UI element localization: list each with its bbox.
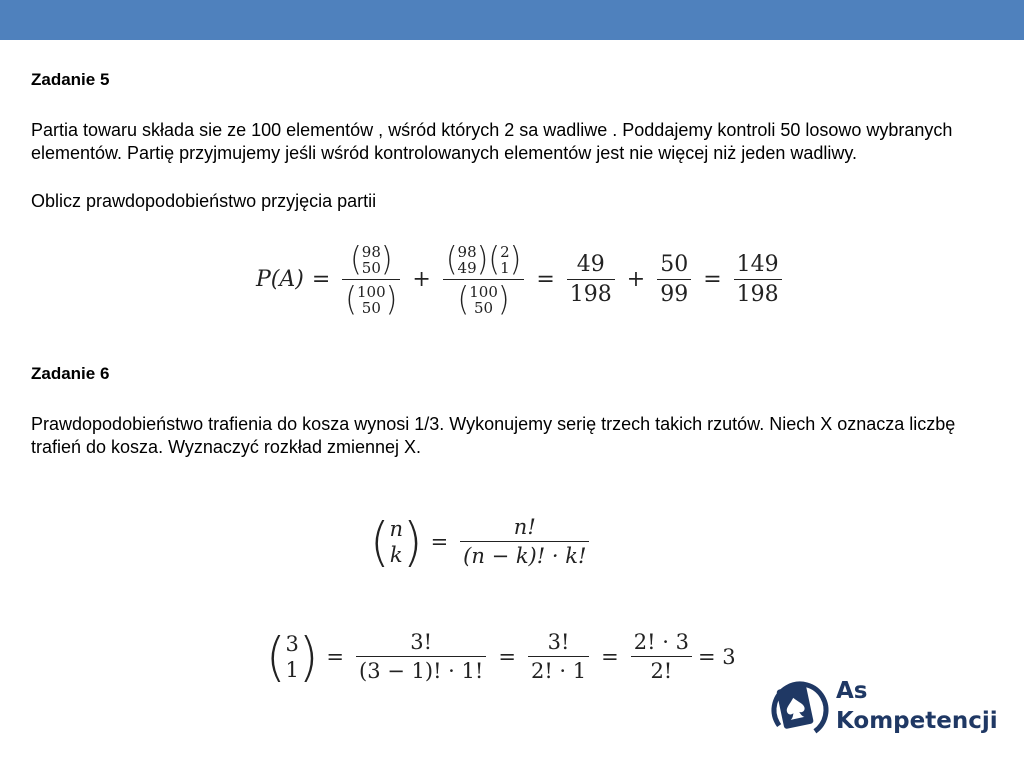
- fraction-step-2: $\frac{3!}{2! \cdot 1}$: [528, 630, 589, 683]
- fraction-result: $\frac{149}{198}$: [734, 252, 782, 307]
- task5-formula: [256, 242, 786, 317]
- equals-sign: =: [703, 267, 722, 292]
- fraction-term-2: [443, 242, 525, 317]
- binomial-100-50: ( 100 50 ): [457, 280, 510, 319]
- task5-question: Oblicz prawdopodobieństwo przyjęcia partii: [31, 191, 377, 211]
- formula-lhs: P(A): [256, 267, 304, 292]
- binomial-98-49: ( 98 49 ): [445, 240, 489, 279]
- fraction-50-99: $\frac{50}{99}$: [657, 252, 691, 307]
- fraction-step-3: $\frac{2! \cdot 3}{2!}$: [631, 630, 692, 683]
- fraction-term-1: [342, 242, 400, 317]
- plus-sign: +: [626, 267, 646, 292]
- task6-title: Zadanie 6: [31, 364, 110, 383]
- plus-sign: +: [412, 267, 431, 292]
- binomial-98-50: ( 98 50 ): [350, 240, 393, 279]
- binomial-2-1: ( 2 1 ): [488, 240, 522, 279]
- spade-card-icon: [768, 672, 838, 744]
- equals-sign: =: [536, 267, 555, 292]
- header-bar: [0, 0, 1024, 40]
- fraction-step-1: $\frac{3!}{(3 - 1)! \cdot 1!}$: [356, 630, 486, 683]
- binomial-example-formula: [266, 626, 736, 687]
- binomial-3-1: ( 3 1 ): [266, 626, 319, 687]
- equals-sign: =: [430, 529, 449, 554]
- equals-sign: =: [601, 644, 619, 669]
- binomial-n-k: ( n k ): [370, 511, 423, 572]
- fraction-49-198: $\frac{49}{198}$: [567, 252, 615, 307]
- task6-description: Prawdopodobieństwo trafienia do kosza wynosi 1/3. Wykonujemy serię trzech takich rzutów. Niech X oznacza liczbę trafień do kosza. Wyznaczyć rozkład zmiennej X.: [31, 414, 956, 457]
- binomial-100-50: ( 100 50 ): [345, 280, 398, 319]
- equals-sign: =: [326, 644, 345, 669]
- logo-text-as: As: [836, 678, 868, 704]
- equals-sign: =: [498, 644, 516, 669]
- binomial-definition-formula: [370, 511, 593, 572]
- task5-title: Zadanie 5: [31, 70, 110, 89]
- factorial-fraction: $\frac{n!}{(n - k)! \cdot k!}$: [460, 515, 589, 568]
- task5-description: Partia towaru składa sie ze 100 elementów , wśród których 2 sa wadliwe . Poddajemy kontroli 50 losowo wybranych elementów. Partię przyjmujemy jeśli wśród kontrolowanych elementów jest nie więcej niż jeden wadliwy.: [31, 120, 953, 163]
- formula-result: = 3: [697, 644, 736, 669]
- equals-sign: =: [311, 267, 331, 292]
- logo-text-kompetencji: Kompetencji: [836, 708, 998, 734]
